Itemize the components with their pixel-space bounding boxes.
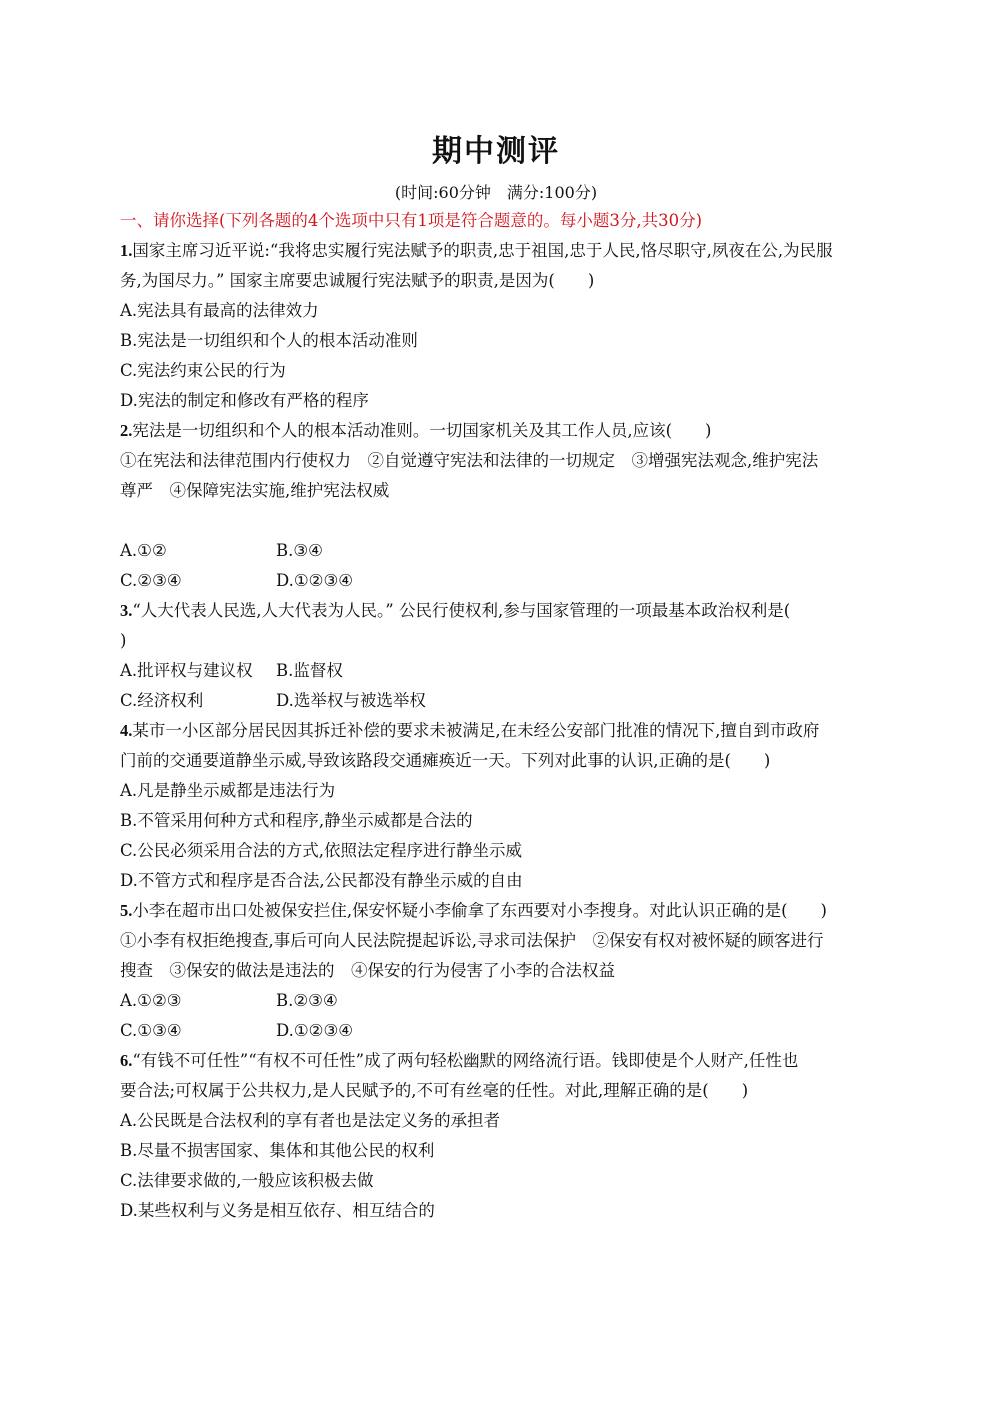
- question-number: 1.: [120, 241, 133, 260]
- option-a[interactable]: A.公民既是合法权利的享有者也是法定义务的承担者: [120, 1111, 501, 1130]
- option-a[interactable]: A.①②: [120, 541, 167, 560]
- option-d[interactable]: D.①②③④: [276, 571, 354, 590]
- option-c[interactable]: C.①③④: [120, 1021, 182, 1040]
- option-a[interactable]: A.凡是静坐示威都是违法行为: [120, 781, 336, 800]
- options-row: [120, 656, 872, 686]
- question-stem-line: 务,为国尽力。” 国家主席要忠诚履行宪法赋予的职责,是因为( ): [120, 271, 595, 290]
- options-row: [120, 1016, 872, 1046]
- question-1: [120, 236, 872, 416]
- question-stem-line: 要合法;可权属于公共权力,是人民赋予的,不可有丝毫的任性。对此,理解正确的是( ): [120, 1081, 749, 1100]
- blank-gap: [120, 506, 872, 536]
- page-title: 期中测评: [432, 134, 560, 169]
- option-a[interactable]: A.批评权与建议权: [120, 661, 253, 680]
- question-3: [120, 596, 872, 716]
- section-heading: 一、请你选择(下列各题的4个选项中只有1项是符合题意的。每小题3分,共30分): [120, 211, 703, 230]
- options-row: [120, 986, 872, 1016]
- options-row: [120, 686, 872, 716]
- question-2: [120, 416, 872, 596]
- option-d[interactable]: D.某些权利与义务是相互依存、相互结合的: [120, 1201, 435, 1220]
- question-stem-line: 5.小李在超市出口处被保安拦住,保安怀疑小李偷拿了东西要对小李搜身。对此认识正确的是( ): [120, 901, 827, 920]
- question-stem-line: 6.“有钱不可任性”“有权不可任性”成了两句轻松幽默的网络流行语。钱即使是个人财产,任性也: [120, 1051, 799, 1070]
- option-c[interactable]: C.公民必须采用合法的方式,依照法定程序进行静坐示威: [120, 841, 523, 860]
- statement-line: 搜查 ③保安的做法是违法的 ④保安的行为侵害了小李的合法权益: [120, 961, 615, 980]
- option-d[interactable]: D.不管方式和程序是否合法,公民都没有静坐示威的自由: [120, 871, 523, 890]
- statement-line: ①在宪法和法律范围内行使权力 ②自觉遵守宪法和法律的一切规定 ③增强宪法观念,维护宪法: [120, 451, 819, 470]
- statement-line: ①小李有权拒绝搜查,事后可向人民法院提起诉讼,寻求司法保护 ②保安有权对被怀疑的顾客进行: [120, 931, 824, 950]
- option-b[interactable]: B.②③④: [276, 991, 338, 1010]
- option-c[interactable]: C.法律要求做的,一般应该积极去做: [120, 1171, 374, 1190]
- option-b[interactable]: B.尽量不损害国家、集体和其他公民的权利: [120, 1141, 435, 1160]
- option-d[interactable]: D.选举权与被选举权: [276, 691, 426, 710]
- exam-info: (时间:60分钟 满分:100分): [394, 183, 598, 202]
- statement-line: 尊严 ④保障宪法实施,维护宪法权威: [120, 481, 390, 500]
- question-number: 2.: [120, 421, 133, 440]
- option-d[interactable]: D.宪法的制定和修改有严格的程序: [120, 391, 369, 410]
- exam-page: [120, 128, 872, 1226]
- question-stem-line: ): [120, 631, 127, 650]
- question-number: 3.: [120, 601, 133, 620]
- question-6: [120, 1046, 872, 1226]
- question-number: 5.: [120, 901, 133, 920]
- option-d[interactable]: D.①②③④: [276, 1021, 354, 1040]
- options-row: [120, 536, 872, 566]
- question-stem-line: 门前的交通要道静坐示威,导致该路段交通瘫痪近一天。下列对此事的认识,正确的是( ): [120, 751, 771, 770]
- option-b[interactable]: B.不管采用何种方式和程序,静坐示威都是合法的: [120, 811, 473, 830]
- option-c[interactable]: C.宪法约束公民的行为: [120, 361, 286, 380]
- question-stem-line: 3.“人大代表人民选,人大代表为人民。” 公民行使权利,参与国家管理的一项最基本政治权利是(: [120, 601, 791, 620]
- option-a[interactable]: A.①②③: [120, 991, 182, 1010]
- option-a[interactable]: A.宪法具有最高的法律效力: [120, 301, 319, 320]
- question-stem-line: 2.宪法是一切组织和个人的根本活动准则。一切国家机关及其工作人员,应该( ): [120, 421, 712, 440]
- option-c[interactable]: C.②③④: [120, 571, 182, 590]
- question-5: [120, 896, 872, 1046]
- question-number: 6.: [120, 1051, 133, 1070]
- options-row: [120, 566, 872, 596]
- option-c[interactable]: C.经济权利: [120, 691, 204, 710]
- question-stem-line: 4.某市一小区部分居民因其拆迁补偿的要求未被满足,在未经公安部门批准的情况下,擅自到市政府: [120, 721, 820, 740]
- option-b[interactable]: B.监督权: [276, 661, 343, 680]
- question-4: [120, 716, 872, 896]
- question-number: 4.: [120, 721, 133, 740]
- option-b[interactable]: B.宪法是一切组织和个人的根本活动准则: [120, 331, 418, 350]
- question-stem-line: 1.国家主席习近平说:“我将忠实履行宪法赋予的职责,忠于祖国,忠于人民,恪尽职守,夙夜在公,为民服: [120, 241, 833, 260]
- option-b[interactable]: B.③④: [276, 541, 323, 560]
